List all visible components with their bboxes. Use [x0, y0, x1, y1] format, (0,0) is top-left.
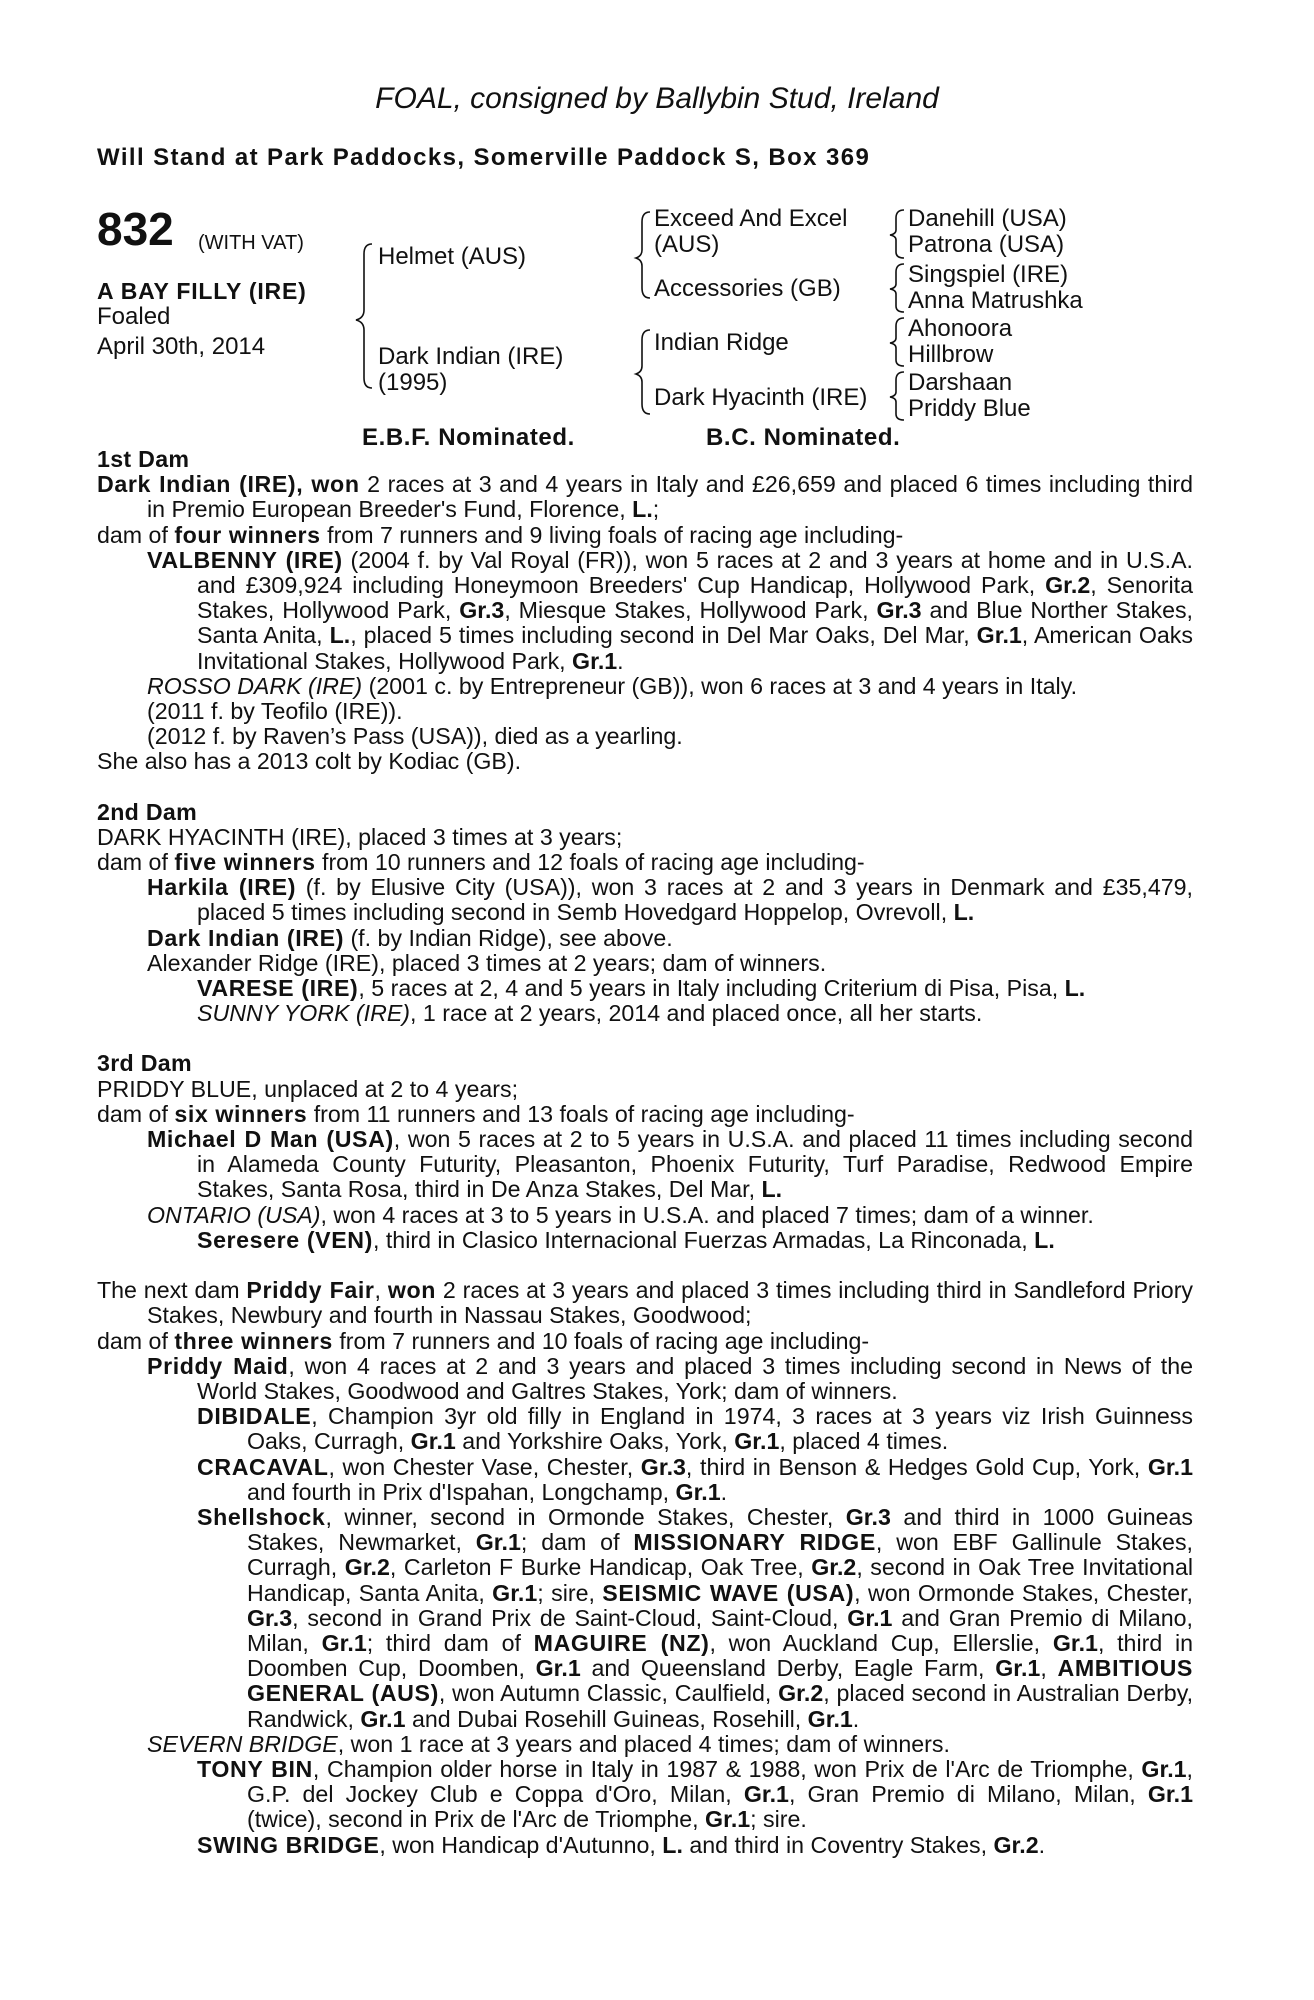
ped-dam-name: Dark Indian (IRE) [378, 343, 564, 370]
ped-g3-7: Darshaan [908, 369, 1013, 396]
ped-dam-dam: Dark Hyacinth (IRE) [654, 384, 868, 411]
ped-g3-4: Anna Matrushka [908, 287, 1083, 314]
third-dam-produce: dam of six winners from 11 runners and 13 foals of racing age including- [97, 1100, 855, 1127]
swing-bridge-entry: SWING BRIDGE, won Handicap d'Autunno, L. and third in Coventry Stakes, Gr.2. [197, 1831, 1046, 1858]
valbenny-entry: VALBENNY (IRE) (2004 f. by Val Royal (FR)), won 5 races at 2 and 3 years at home and in U.S.A. and £309,924 including Honeymoon Breeders' Cup Handicap, Hollywood Park, Gr.2, Senorita Stakes, Hollywood Park, Gr.3, Miesque Stakes, Hollywood Park, Gr.3 and Blue Norther Stakes, Santa Anita, L., placed 5 times including second in Del Mar Oaks, Del Mar, Gr.1, American Oaks Invitational Stakes, Hollywood Park, Gr.1. [147, 546, 1193, 674]
shellshock-entry: Shellshock, winner, second in Ormonde Stakes, Chester, Gr.3 and third in 1000 Guineas Stakes, Newmarket, Gr.1; dam of MISSIONARY RIDGE, won EBF Gallinule Stakes, Curragh, Gr.2, Carleton F Burke Handicap, Oak Tree, Gr.2, second in Oak Tree Invitational Handicap, Santa Anita, Gr.1; sire, SEISMIC WAVE (USA), won Ormonde Stakes, Chester, Gr.3, second in Grand Prix de Saint-Cloud, Saint-Cloud, Gr.1 and Gran Premio di Milano, Milan, Gr.1; third dam of MAGUIRE (NZ), won Auckland Cup, Ellerslie, Gr.1, third in Doomben Cup, Doomben, Gr.1 and Queensland Derby, Eagle Farm, Gr.1, AMBITIOUS GENERAL (AUS), won Autumn Classic, Caulfield, Gr.2, placed second in Australian Derby, Randwick, Gr.1 and Dubai Rosehill Guineas, Rosehill, Gr.1. [197, 1503, 1194, 1732]
ped-dam-year: (1995) [378, 369, 448, 396]
ped-sire: Helmet (AUS) [378, 243, 527, 270]
ped-g3-8: Priddy Blue [908, 395, 1031, 422]
second-dam-heading: 2nd Dam [97, 798, 198, 825]
consignor-title: FOAL, consigned by Ballybin Stud, Ireland [375, 82, 939, 115]
stand-location: Will Stand at Park Paddocks, Somerville Paddock S, Box 369 [97, 144, 871, 171]
ped-dam [378, 344, 563, 396]
varese-entry: VARESE (IRE), 5 races at 2, 4 and 5 years in Italy including Criterium di Pisa, Pisa, L. [197, 975, 1086, 1002]
ebf-nominated: E.B.F. Nominated. [362, 424, 575, 451]
foaled-label: Foaled [97, 303, 171, 330]
second-dam-produce: dam of five winners from 10 runners and 12 foals of racing age including- [97, 849, 865, 876]
colt-note: She also has a 2013 colt by Kodiac (GB). [97, 748, 522, 775]
ped-g3-1: Danehill (USA) [908, 205, 1067, 232]
michael-entry: Michael D Man (USA), won 5 races at 2 to 5 years in U.S.A. and placed 11 times including second in Alameda County Futurity, Pleasanton, Phoenix Futurity, Turf Paradise, Redwood Empire Stakes, Santa Rosa, third in De Anza Stakes, Del Mar, L. [147, 1126, 1193, 1203]
bc-nominated: B.C. Nominated. [706, 424, 901, 451]
third-dam-heading: 3rd Dam [97, 1050, 192, 1077]
sunny-york-entry: SUNNY YORK (IRE), 1 race at 2 years, 2014 and placed once, all her starts. [197, 1000, 983, 1027]
ped-g3-5: Ahonoora [908, 315, 1013, 342]
first-dam-produce: dam of four winners from 7 runners and 9 living foals of racing age including- [97, 521, 904, 548]
foal-2012: (2012 f. by Raven’s Pass (USA)), died as a yearling. [147, 723, 683, 750]
first-dam-record: Dark Indian (IRE), won 2 races at 3 and 4 years in Italy and £26,659 and placed 6 times including third in Premio European Breeder's Fund, Florence, L.; [97, 471, 1194, 523]
next-dam-record: The next dam Priddy Fair, won 2 races at 3 years and placed 3 times including third in Sandleford Priory Stakes, Newbury and fourth in Nassau Stakes, Goodwood; [97, 1277, 1194, 1329]
ped-g3-6: Hillbrow [908, 341, 994, 368]
harkila-entry: Harkila (IRE) (f. by Elusive City (USA)), won 3 races at 2 and 3 years in Denmark and £35,479, placed 5 times including second in Semb Hovedgard Hoppelop, Ovrevoll, L. [147, 874, 1193, 926]
brace-gen2-sire [636, 212, 650, 298]
lot-number: 832 [97, 203, 174, 255]
severn-bridge-entry: SEVERN BRIDGE, won 1 race at 3 years and placed 4 times; dam of winners. [147, 1730, 950, 1757]
seresere-entry: Seresere (VEN), third in Clasico Internacional Fuerzas Armadas, La Rinconada, L. [197, 1226, 1055, 1253]
lot-name: A BAY FILLY (IRE) [97, 278, 307, 304]
first-dam-heading: 1st Dam [97, 446, 190, 472]
dark-indian-entry: Dark Indian (IRE) (f. by Indian Ridge), see above. [147, 924, 673, 951]
brace-gen3-3 [890, 318, 904, 366]
ped-g3-3: Singspiel (IRE) [908, 261, 1069, 288]
brace-gen3-4 [890, 372, 904, 420]
second-dam-record: DARK HYACINTH (IRE), placed 3 times at 3 years; [97, 823, 623, 850]
catalogue-body [97, 447, 1193, 1858]
brace-gen3-2 [890, 264, 904, 312]
tony-bin-entry: TONY BIN, Champion older horse in Italy in 1987 & 1988, won Prix de l'Arc de Triomphe, Gr.1, G.P. del Jockey Club e Coppa d'Oro, Milan, Gr.1, Gran Premio di Milano, Milan, Gr.1 (twice), second in Prix de l'Arc de Triomphe, Gr.1; sire. [197, 1755, 1193, 1833]
alexander-entry: Alexander Ridge (IRE), placed 3 times at 2 years; dam of winners. [147, 949, 827, 976]
vat-label: (WITH VAT) [198, 232, 304, 254]
dibidale-entry: DIBIDALE, Champion 3yr old filly in England in 1974, 3 races at 3 years viz Irish Guinness Oaks, Curragh, Gr.1 and Yorkshire Oaks, York, Gr.1, placed 4 times. [197, 1403, 1193, 1455]
third-dam-record: PRIDDY BLUE, unplaced at 2 to 4 years; [97, 1075, 519, 1102]
ped-sire-sire: Exceed And Excel (AUS) [654, 205, 848, 258]
rosso-entry: ROSSO DARK (IRE) (2001 c. by Entrepreneur (GB)), won 6 races at 3 and 4 years in Italy. [147, 672, 1078, 699]
foal-2011: (2011 f. by Teofilo (IRE)). [147, 698, 403, 725]
brace-gen3-1 [890, 210, 904, 258]
ped-dam-sire: Indian Ridge [654, 329, 789, 356]
next-dam-produce: dam of three winners from 7 runners and 10 foals of racing age including- [97, 1327, 870, 1354]
foaled-date: April 30th, 2014 [97, 333, 266, 360]
priddy-maid-entry: Priddy Maid, won 4 races at 2 and 3 years and placed 3 times including second in News of the World Stakes, Goodwood and Galtres Stakes, York; dam of winners. [147, 1352, 1194, 1404]
ped-sire-dam: Accessories (GB) [654, 275, 841, 302]
brace-gen1 [356, 244, 372, 388]
ped-g3-2: Patrona (USA) [908, 231, 1065, 258]
ontario-entry: ONTARIO (USA), won 4 races at 3 to 5 years in U.S.A. and placed 7 times; dam of a winner. [147, 1201, 1094, 1228]
cracaval-entry: CRACAVAL, won Chester Vase, Chester, Gr.3, third in Benson & Hedges Gold Cup, York, Gr.1 and fourth in Prix d'Ispahan, Longchamp, Gr.1. [197, 1453, 1194, 1505]
brace-gen2-dam [636, 330, 650, 414]
